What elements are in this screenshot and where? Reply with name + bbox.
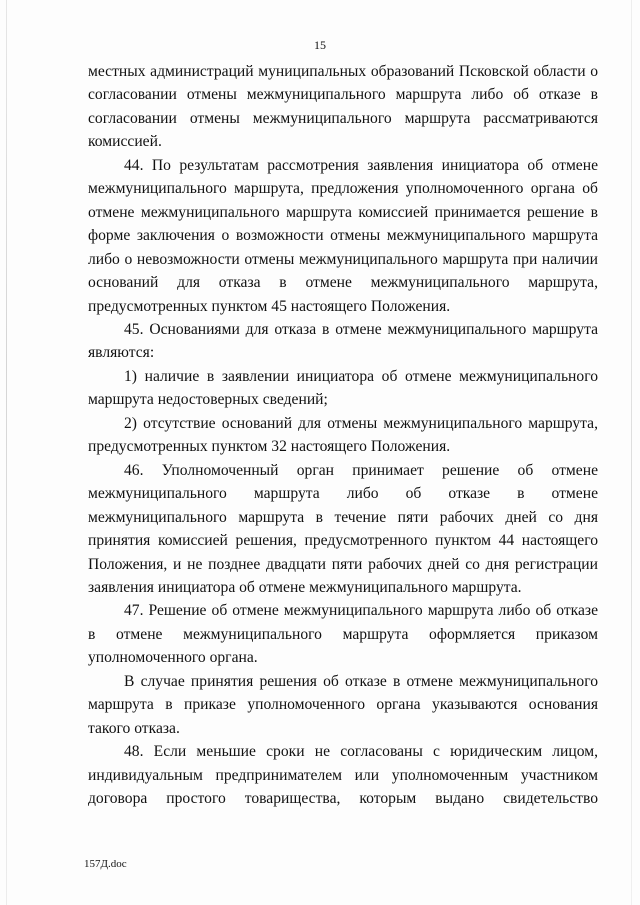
footer-filename: 157Д.doc [84,858,127,870]
paragraph-48: 48. Если меньшие сроки не согласованы с юридическим лицом, индивидуальным предпринимателем или уполномоченным участником договора простого товарищества, которым выдано свидетельство [88,743,598,808]
scan-edge-left [6,0,7,905]
paragraph-45-item-2: 2) отсутствие оснований для отмены межмуниципального маршрута, предусмотренных пунктом 32 настоящего Положения. [88,414,598,456]
paragraph-44: 44. По результатам рассмотрения заявления инициатора об отмене межмуниципального маршрута, предложения уполномоченного органа об отмене межмуниципального маршрута комиссией принимается решение в форме заключения о возможности отмены межмуниципального маршрута либо о невозможности отмены межмуниципального маршрута при наличии оснований для отказа в отмене межмуниципального маршрута, предусмотренных пунктом 45 настоящего Положения. [88,156,598,315]
paragraph-47: 47. Решение об отмене межмуниципального маршрута либо об отказе в отмене межмуниципального маршрута оформляется приказом уполномоченного органа. [88,602,598,667]
page-number: 15 [314,38,326,52]
paragraph-45-item-1: 1) наличие в заявлении инициатора об отмене межмуниципального маршрута недостоверных сведений; [88,367,598,409]
paragraph-45: 45. Основаниями для отказа в отмене межмуниципального маршрута являются: [88,320,598,362]
document-body [88,60,598,811]
paragraph-46: 46. Уполномоченный орган принимает решение об отмене межмуниципального маршрута либо об отказе в отмене межмуниципального маршрута в течение пяти рабочих дней со дня принятия комиссией решения, предусмотренного пунктом 44 настоящего Положения, и не позднее двадцати пяти рабочих дней со дня регистрации заявления инициатора об отмене межмуниципального маршрута. [88,461,598,596]
paragraph-47-refusal: В случае принятия решения об отказе в отмене межмуниципального маршрута в приказе уполномоченного органа указываются основания такого отказа. [88,672,598,737]
paragraph-continuation: местных администраций муниципальных образований Псковской области о согласовании отмены межмуниципального маршрута либо об отказе в согласовании отмены межмуниципального маршрута рассматриваются комиссией. [88,63,598,151]
scan-edge-right [631,0,632,905]
